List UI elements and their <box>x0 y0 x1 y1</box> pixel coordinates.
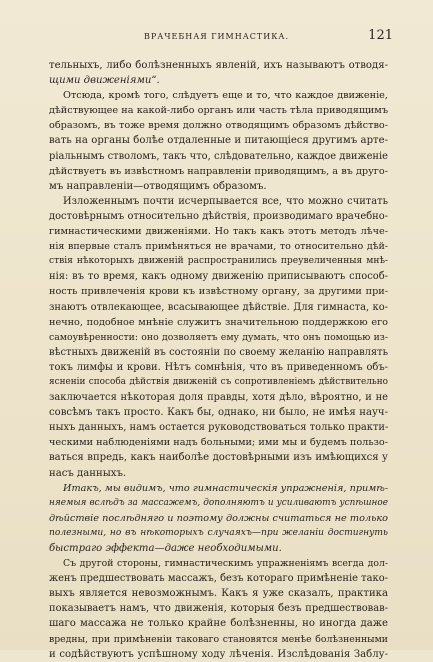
text-line: Изложеннымъ почти исчерпывается все, что можно считать <box>63 195 388 207</box>
text-line: вѣстныхъ движеній въ состояніи по своему желанію направлять <box>49 346 388 358</box>
text-line: быстраго эффекта—даже необходимыми. <box>49 543 282 554</box>
text-line: самоувѣренности: оно дозволяетъ ему думать, что онъ помощью из- <box>49 331 388 343</box>
text-line: вать на органы болѣе отдаленные и питающіеся другимъ арте- <box>49 135 388 147</box>
text-line: Итакъ, мы видимъ, что гимнастическія упражненія, примѣ- <box>63 482 388 494</box>
text-line: женъ предшествовать массажъ, безъ котораго примѣненіе тако- <box>49 573 388 585</box>
text-line: ствія нѣкоторыхъ движеній распространились преувеличенныя мнѣ- <box>49 256 388 267</box>
text-line: насъ данныхъ. <box>49 467 127 479</box>
text-line: щими движеніями“. <box>49 75 160 87</box>
text-line: вредны, при примѣненіи таковаго становятся менѣе болѣзненными <box>49 633 388 645</box>
text-line: няемыя вслѣдъ за массажемъ, дополняютъ и усиливаютъ успѣшное <box>49 497 388 508</box>
text-line: дѣйствіе послѣдняго и поэтому должны считаться не только <box>49 512 388 524</box>
text-line: ныхъ данныхъ, намъ остается руководствоваться только практи- <box>49 422 388 434</box>
text-line: и содѣйствуютъ успѣшному ходу лѣченія. Изслѣдованія Заблу- <box>49 648 388 660</box>
text-line: образомъ, въ тоже время должно отводящимъ образомъ дѣйство- <box>49 120 388 132</box>
text-line: гимнастическими движеніями. Но такъ какъ этотъ методъ лѣче- <box>49 226 388 238</box>
text-line: нія впервые сталъ примѣняться не врачами, то относительно дѣй- <box>49 241 388 253</box>
text-line: тельныхъ, либо болѣзненныхъ явленій, ихъ называютъ отводя- <box>49 60 388 71</box>
text-line: ваться впредь, какъ наиболѣе достовѣрными изъ имѣющихся у <box>49 452 388 464</box>
text-line: показываетъ намъ, что движенія, которыя безъ предшествовав- <box>49 603 388 615</box>
text-line: шаго массажа не только крайне болѣзненны, но иногда даже <box>49 618 388 630</box>
text-line: Отсюда, кромѣ того, слѣдуетъ еще и то, что каждое движеніе, <box>63 90 388 102</box>
text-line: ясненіи способа дѣйствія движеній съ сопротивленіемъ дѣйствительно <box>49 376 388 387</box>
text-line: дѣйствуетъ въ извѣстномъ направленіи приводящимъ, а въ друго- <box>49 165 388 177</box>
text-line: ность привлеченія крови къ извѣстному органу, за другими при- <box>49 286 388 298</box>
page-header <box>0 28 433 48</box>
text-line: мъ направленіи—отводящимъ образомъ. <box>49 180 267 192</box>
text-line: ріальнымъ стволомъ, такъ что, слѣдовательно, каждое движеніе <box>49 150 388 162</box>
text-line: нечно, подобное мнѣніе служитъ значительною поддержкою его <box>49 316 388 328</box>
text-line: нія: въ то время, какъ одному движенію приписываютъ способ- <box>49 271 388 283</box>
text-line: достовѣрнымъ относительно дѣйствія, производимаго врачебно- <box>49 210 388 222</box>
text-line: дѣйствующее на какой-либо органъ или часть тѣла приводящимъ <box>49 105 388 117</box>
text-line: заключается нѣкоторая доля правды, хотя дѣло, вѣроятно, и не <box>49 392 388 404</box>
page-number: 121 <box>368 28 393 43</box>
text-line: знаютъ отвлекающее, всасывающее дѣйствіе. Для гимнаста, ко- <box>49 301 388 313</box>
text-line: совсѣмъ такъ просто. Какъ бы, однако, ни было, не имѣя науч- <box>49 407 388 419</box>
text-line: ческими наблюденіями надъ больными; ими мы и будемъ пользо- <box>49 437 388 449</box>
text-body <box>49 58 388 662</box>
text-line: Съ другой стороны, гимнастическимъ упражненіямъ всегда дол- <box>63 558 388 570</box>
text-line: токъ лимфы и крови. Нѣтъ сомнѣнія, что въ приведенномъ объ- <box>49 361 388 373</box>
running-title: ВРАЧЕБНАЯ ГИМНАСТИКА. <box>144 32 289 41</box>
text-line: полезными, но въ нѣкоторыхъ случаяхъ—при желаніи достигнуть <box>49 527 388 538</box>
text-line: выхъ является невозможнымъ. Какъ я уже сказалъ, практика <box>49 588 388 600</box>
